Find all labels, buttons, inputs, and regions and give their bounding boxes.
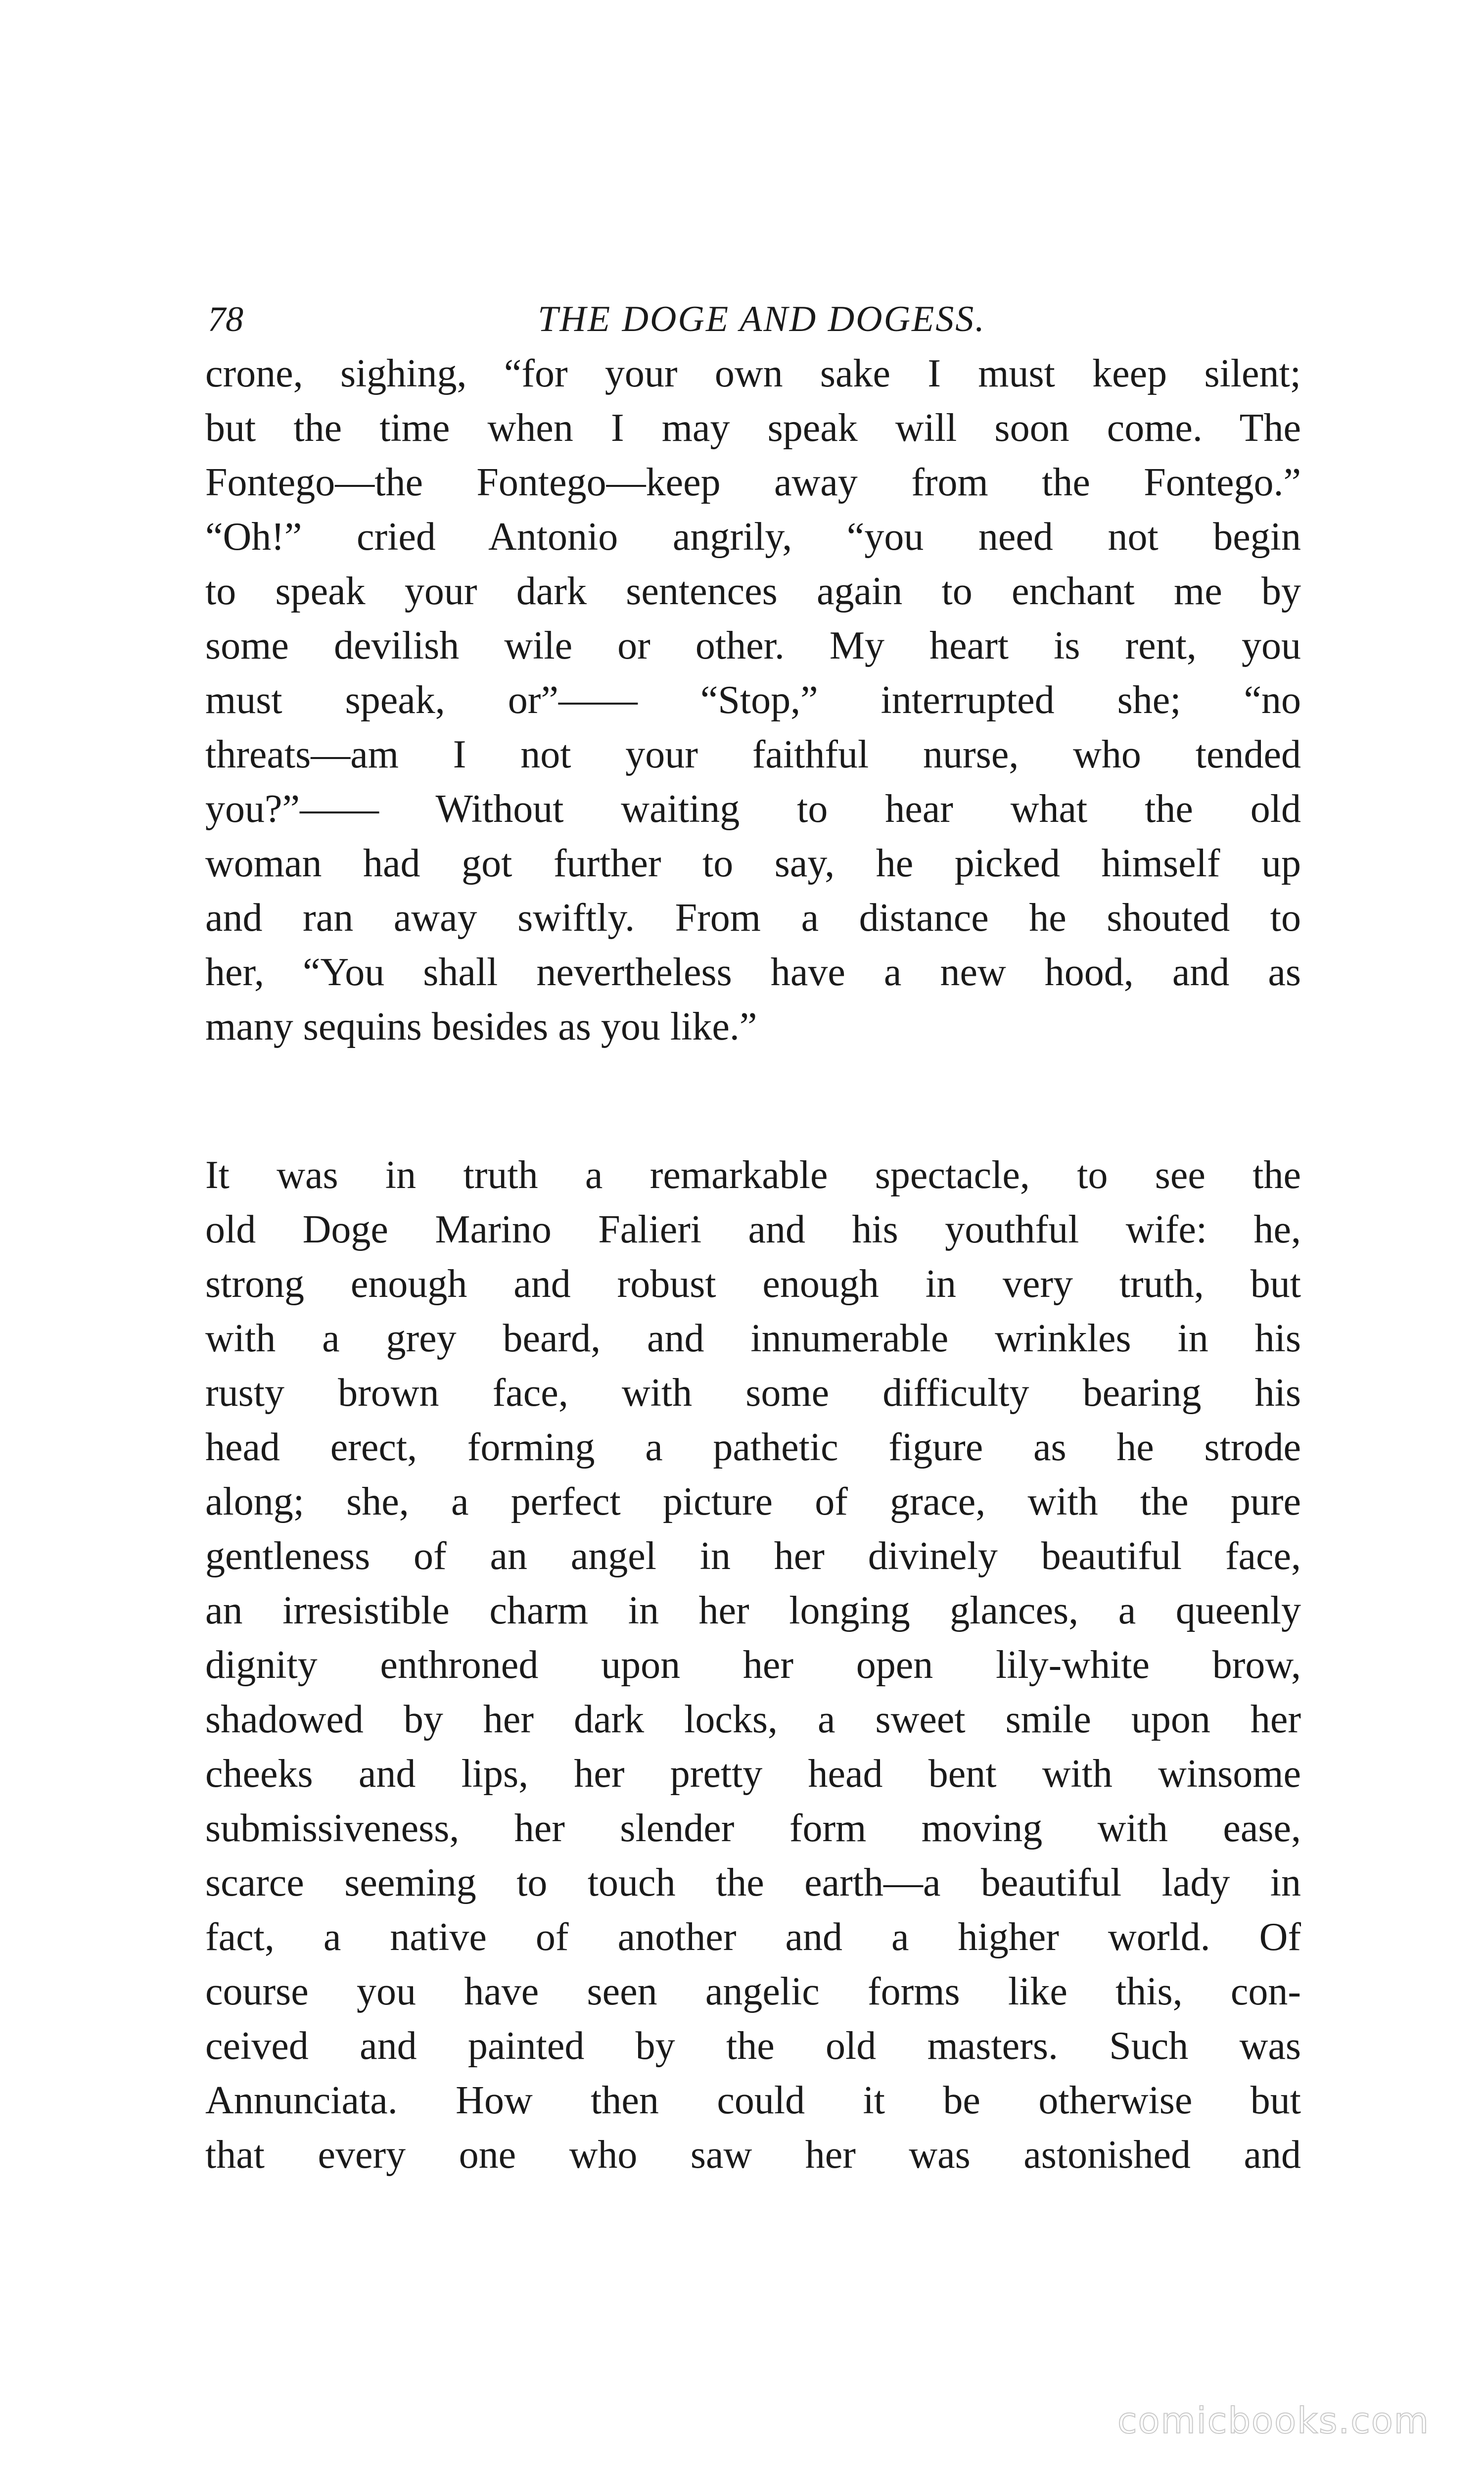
text-line: an irresistible charm in her longing glances, a queenly xyxy=(205,1589,1301,1632)
paragraph-2 xyxy=(205,1148,1301,2182)
text-line: old Doge Marino Falieri and his youthful wife: he, xyxy=(205,1208,1301,1251)
text-line: Fontego—the Fontego—keep away from the Fontego.” xyxy=(205,461,1301,504)
paragraph-1 xyxy=(205,346,1301,1054)
text-line: Annunciata. How then could it be otherwise but xyxy=(205,2079,1301,2122)
text-line: course you have seen angelic forms like this, con- xyxy=(205,1970,1301,2013)
text-line: crone, sighing, “for your own sake I must keep silent; xyxy=(205,352,1301,395)
text-line: with a grey beard, and innumerable wrinkles in his xyxy=(205,1317,1301,1360)
text-line: threats—am I not your faithful nurse, who tended xyxy=(205,733,1301,776)
text-line: her, “You shall nevertheless have a new hood, and as xyxy=(205,951,1301,994)
text-line: cheeks and lips, her pretty head bent with winsome xyxy=(205,1752,1301,1796)
text-line: strong enough and robust enough in very truth, but xyxy=(205,1262,1301,1306)
text-line: dignity enthroned upon her open lily-white brow, xyxy=(205,1643,1301,1687)
text-line: many sequins besides as you like.” xyxy=(205,1005,757,1048)
text-line: ceived and painted by the old masters. Such was xyxy=(205,2024,1301,2068)
text-line: and ran away swiftly. From a distance he shouted to xyxy=(205,896,1301,940)
text-line: along; she, a perfect picture of grace, with the pure xyxy=(205,1480,1301,1523)
text-line: must speak, or”—— “Stop,” interrupted she; “no xyxy=(205,678,1301,722)
text-line: fact, a native of another and a higher world. Of xyxy=(205,1915,1301,1959)
text-line: some devilish wile or other. My heart is rent, you xyxy=(205,624,1301,667)
text-line: shadowed by her dark locks, a sweet smile upon her xyxy=(205,1698,1301,1741)
text-line: but the time when I may speak will soon come. The xyxy=(205,406,1301,450)
text-line: It was in truth a remarkable spectacle, to see the xyxy=(205,1153,1301,1197)
text-line: “Oh!” cried Antonio angrily, “you need not begin xyxy=(205,515,1301,559)
page-number: 78 xyxy=(208,299,243,339)
text-line: rusty brown face, with some difficulty bearing his xyxy=(205,1371,1301,1415)
text-line: woman had got further to say, he picked himself up xyxy=(205,842,1301,885)
text-line: gentleness of an angel in her divinely beautiful face, xyxy=(205,1534,1301,1578)
text-line: head erect, forming a pathetic figure as he strode xyxy=(205,1426,1301,1469)
text-line: you?”—— Without waiting to hear what the old xyxy=(205,787,1301,831)
text-line: submissiveness, her slender form moving with ease, xyxy=(205,1807,1301,1850)
page-header xyxy=(208,287,1296,351)
watermark: comicbooks.com xyxy=(1117,2400,1430,2441)
running-title: THE DOGE AND DOGESS. xyxy=(538,299,986,339)
text-line: that every one who saw her was astonished and xyxy=(205,2133,1301,2177)
text-line: scarce seeming to touch the earth—a beautiful lady in xyxy=(205,1861,1301,1904)
text-line: to speak your dark sentences again to enchant me by xyxy=(205,570,1301,613)
